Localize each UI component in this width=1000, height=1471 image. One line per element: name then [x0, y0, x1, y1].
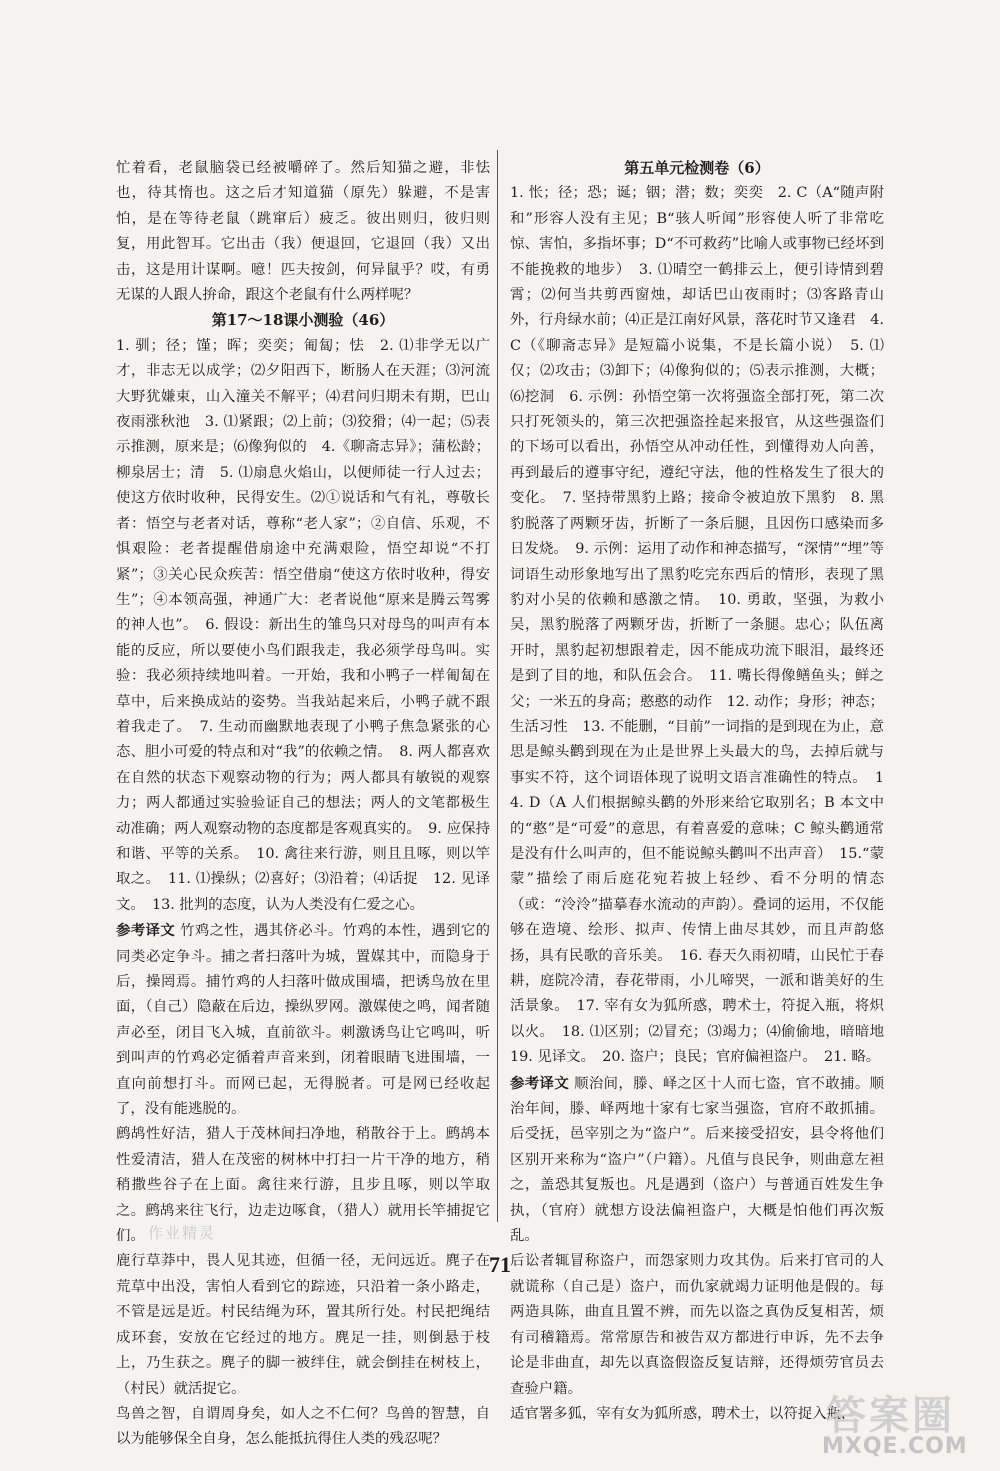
watermark-text: 作业精灵: [148, 1224, 217, 1242]
reference-translation: [116, 918, 490, 1122]
reference-label: 参考译文: [116, 922, 176, 940]
test-title: 第五单元检测卷（6）: [624, 159, 770, 177]
reference-translation-right: [510, 1071, 884, 1250]
quiz-title: 第17～18课小测验（46）: [211, 311, 395, 330]
test-answers: 1. 怅；径；恐；诞；铟；潜；数；奕奕 2. C（A“随声附和”形容人没有主见；B“骇人听闻”形容使人听了非常吃惊、害怕，多指坏事；D“不可救药”比喻人或事物已经坏到不能挽救的地步） 3. ⑴晴空一鹤排云上，便引诗情到碧霄；⑵何当共剪西窗烛，却话巴山夜雨时；⑶客路青山外，行舟绿水前；⑷正是江南好风景，落花时节又逢君 4. C（《聊斋志异》是短篇小说集，不是长篇小说） 5. ⑴仅；⑵攻击；⑶卸下；⑷像狗似的；⑸表示推测，大概；⑹挖洞 6. 示例：孙悟空第一次将强盗全部打死，第二次只打死领头的，第三次把强盗拴起来报官，从这些强盗们的下场可以看出，孙悟空从冲动任性，到懂得劝人向善，再到最后的遵事守纪，遵纪守法，他的性格发生了很大的变化。 7. 坚持带黑豹上路；接命令被迫放下黑豹 8. 黑豹脱落了两颗牙齿，折断了一条后腿，且因伤口感染而多日发烧。 9. 示例：运用了动作和神态描写，“深情”“埋”等词语生动形象地写出了黑豹吃完东西后的情形，表现了黑豹对小吴的依赖和感激之情。 10. 勇敢，坚强，为救小吴，黑豹脱落了两颗牙齿，折断了一条腿。忠心；队伍离开时，黑豹起初想跟着走，因不能成功流下眼泪，最终还是到了目的地，和队伍会合。 11. 嘴长得像鳝鱼头；鲜之父；一米五的身高；憨憨的动作 12. 动作；身形；神态；生活习性 13. 不能删，“目前”一词指的是到现在为止，意思是鲸头鹳到现在为止是世界上头最大的鸟，去掉后就与事实不符，这个词语体现了说明文语言准确性的特点。 14. D（A 人们根据鲸头鹳的外形来给它取别名；B 本文中的“憨”是“可爱”的意思，有着喜爱的意味；C 鲸头鹳通常是没有什么叫声的，但不能说鲸头鹳叫不出声音） 15.“蒙蒙”描绘了雨后庭花宛若披上轻纱、看不分明的情态（或：“泠泠”描摹春水流动的声韵）。叠词的运用，不仅能够在造境、绘形、拟声、传情上曲尽其妙，而且声韵悠扬，具有民歌的音乐美。 16. 春天久雨初晴，山民忙于春耕，庭院冷清，春花带雨，小儿啼哭，一派和谐美好的生活景象。 17. 宰有女为狐所惑，聘术士，符捉入瓶，将炽以火。 18. ⑴区别；⑵冒充；⑶竭力；⑷偷偷地，暗暗地 19. 见译文。 20. 盗户；良民；官府偏袒盗户。 21. 略。: [510, 185, 899, 1066]
intro-paragraph: 忙着看，老鼠脑袋已经被嚼碎了。然后知猫之避，非怯也，待其惰也。这之后才知道猫（原先）躲避，不是害怕，是在等待老鼠（跳窜后）疲乏。彼出则归，彼归则复，用此智耳。它出击（我）便退回，它退回（我）又出击，这是用计谋啊。噫！匹夫按剑，何异鼠乎？哎，有勇无谋的人跟人拚命，跟这个老鼠有什么两样呢？: [116, 160, 490, 304]
reference-paragraph-3: 鹿行草莽中，畏人见其迹，但循一径，无问远近。麂子在荒草中出没，害怕人看到它的踪迹，只沿着一条小路走，不管是远是近。村民结绳为环，置其所行处。村民把绳结成环套，安放在它经过的地方。麂足一挂，则倒悬于枝上，乃生获之。麂子的脚一被绊住，就会倒挂在树枝上，（村民）就活捉它。: [116, 1253, 490, 1397]
quiz-answers: 1. 驯；径；馑；晖；奕奕；匍匐；怯 2. ⑴非学无以广才，非志无以成学；⑵夕阳西下，断肠人在天涯；⑶河流大野犹嫌束，山入潼关不解平；⑷君问归期未有期，巴山夜雨涨秋池 3. ⑴紧跟；⑵上前；⑶狡猾；⑷一起；⑸表示推测，原来是；⑹像狗似的 4.《聊斋志异》；蒲松龄；柳泉居士；清 5. ⑴扇息火焰山，以便师徒一行人过去；使这方依时收种，民得安生。⑵①说话和气有礼，尊敬长者：悟空与老者对话，尊称“老人家”；②自信、乐观，不惧艰险：老者提醒借扇途中充满艰险，悟空却说“不打紧”；③关心民众疾苦：悟空借扇“使这方依时收种，得安生”；④本领高强，神通广大：老者说他“原来是腾云驾雾的神人也”。 6. 假设：新出生的雏鸟只对母鸟的叫声有本能的反应，所以要使小鸟们跟我走，我必须学母鸟叫。实验：我必须持续地叫着。一开始，我和小鸭子一样匍匐在草中，后来换成站的姿势。当我站起来后，小鸭子就不跟着我走了。 7. 生动而幽默地表现了小鸭子焦急紧张的心态、胆小可爱的特点和对“我”的依赖之情。 8. 两人都喜欢在自然的状态下观察动物的行为；两人都具有敏锐的观察力；两人都通过实验验证自己的想法；两人的文笔都极生动准确；两人观察动物的态度都是客观真实的。 9. 应保持和谐、平等的关系。 10. 禽往来行游，则且且啄，则以竿取之。 11. ⑴操纵；⑵喜好；⑶沿着；⑷话捉 12. 见译文。 13. 批判的态度，认为人类没有仁爱之心。: [116, 337, 490, 913]
watermark-logo-url: MXQE.COM: [822, 1434, 968, 1459]
reference-paragraph-3-right: 适官署多狐，宰有女为狐所惑，聘术士，以符捉入瓶，: [510, 1405, 856, 1422]
column-divider: [497, 150, 498, 1222]
page-number: 71: [489, 1252, 511, 1277]
reference-paragraph-2: 鹧鸪性好洁，猎人于茂林间扫净地，稍散谷于上。鹧鸪本性爱清洁，猎人在茂密的树林中打扫一片干净的地方，稍稍撒些谷子在上面。禽往来行游，且步且啄，则以竿取之。鹧鸪来往飞行，边走边啄食，（猎人）就用长竿捕捉它们。: [116, 1126, 490, 1245]
reference-text: 竹鸡之性，遇其侪必斗。竹鸡的本性，遇到它的同类必定争斗。捕之者扫落叶为城，置媒其中，而隐身于后，操罔焉。捕竹鸡的人扫落叶做成围墙，把诱鸟放在里面，（自己）隐蔽在后边，操纵罗网。激媒使之鸣，闻者随声必至，闭目飞入城，直前欲斗。刺激诱鸟让它鸣叫，听到叫声的竹鸡必定循着声音来到，闭着眼睛飞进围墙，一直向前想打斗。而网已起，无得脱者。可是网已经收起了，没有能逃脱的。: [116, 923, 490, 1118]
reference-label-right: 参考译文: [510, 1074, 570, 1092]
reference-paragraph-2-right: 后讼者辄冒称盗户，而怨家则力攻其伪。后来打官司的人就谎称（自己是）盗户，而仇家就竭力证明他是假的。每两造具陈，曲直且置不辨，而先以盗之真伪反复相苦，烦有司稽籍焉。常常原告和被告双方都进行申诉，先不去争论是非曲直，却先以真盗假盗反复诘辩，还得烦劳官员去查验户籍。: [510, 1253, 884, 1397]
watermark-logo-title: 答案圈: [826, 1393, 955, 1439]
reference-paragraph-4: 鸟兽之智，自谓周身矣，如人之不仁何？鸟兽的智慧，自以为能够保全自身，怎么能抵抗得住人类的残忍呢？: [116, 1405, 490, 1448]
watermark-logo: [808, 1384, 978, 1462]
reference-text-right: 顺治间，滕、峄之区十人而七盗，官不敢捕。顺治年间，滕、峄两地十家有七家当强盗，官府不敢抓捕。后受抚，邑宰别之为“盗户”。后来接受招安，县令将他们区别开来称为“盗户”（户籍）。凡值与良民争，则曲意左袒之，盖恐其复叛也。凡是遇到（盗户）与普通百姓发生争执，（官府）就想方设法偏袒盗户，大概是怕他们再次叛乱。: [510, 1075, 884, 1245]
right-column: [510, 156, 899, 1427]
